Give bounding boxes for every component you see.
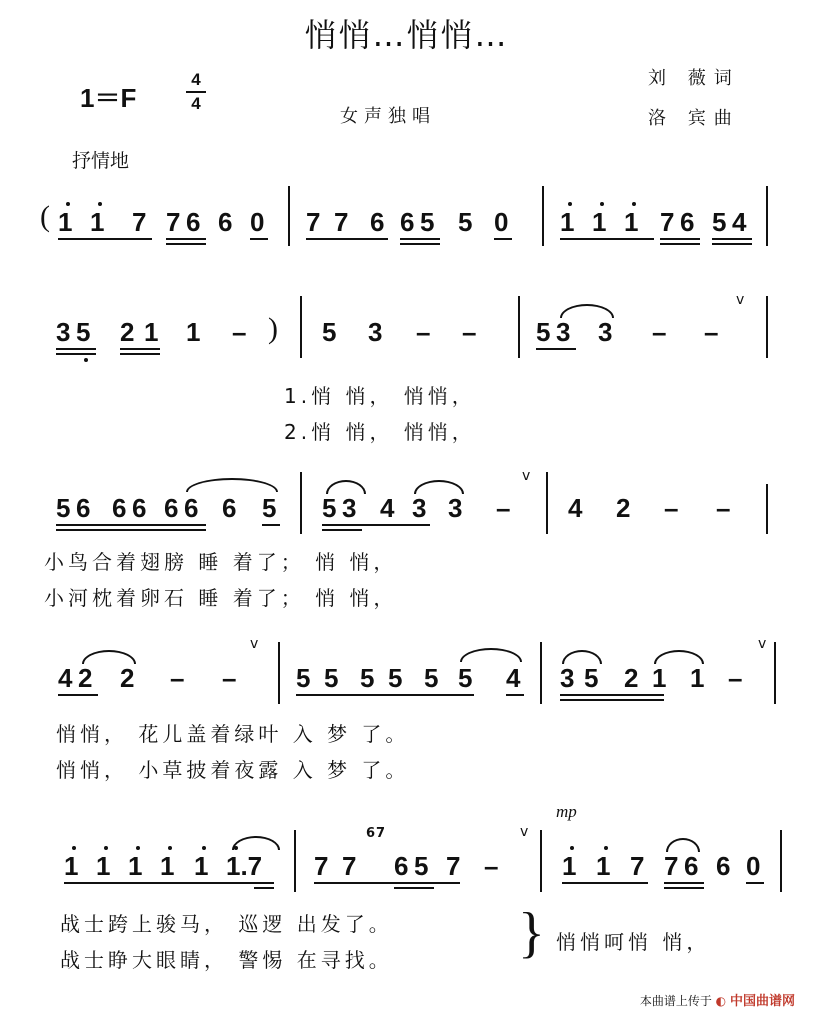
note-digit: 5 [458,663,473,693]
beam-underline [562,882,648,884]
lyric-r5-v1: 战士跨上骏马， 巡逻 出发了。 [60,912,393,936]
beam-underline [660,238,700,240]
beam-underline [166,238,206,240]
note-digit: 5 [262,493,277,523]
octave-dot [570,846,574,850]
bar-line [774,642,776,704]
beam-underline [120,353,160,355]
note-digit: 6 [112,493,127,523]
note-digit: 2 [624,663,639,693]
composer: 洛 宾曲 [648,108,740,129]
note-digit: 3 [412,493,427,523]
beam-underline [322,524,430,526]
note-digit: 1 [58,207,73,237]
verse-brace: } [518,902,545,964]
note-digit: 0 [250,207,265,237]
note-digit: 1 [690,663,705,693]
note-digit: 4 [506,663,521,693]
note-digit: 7 [334,207,349,237]
beam-underline [746,882,764,884]
beam-underline [314,882,460,884]
note-digit: 1 [596,851,611,881]
note-digit: 5 [360,663,375,693]
note-digit: 3 [56,317,71,347]
beam-underline [56,348,96,350]
note-digit: 1 [128,851,143,881]
breath-mark: v [522,468,531,484]
breath-mark: v [520,824,529,840]
note-digit: 1 [96,851,111,881]
performance-type: 女声独唱 [340,106,436,127]
key-signature: 1＝F [80,83,137,113]
beam-underline [664,882,704,884]
bar-line [766,484,768,534]
site-logo-icon: ◐ [715,994,727,1008]
note-digit: 5 [424,663,439,693]
note-digit: – [170,663,185,693]
beam-underline [506,694,524,696]
octave-dot [632,202,636,206]
beam-underline [560,694,664,696]
note-digit: – [232,317,247,347]
beam-underline [120,348,160,350]
beam-underline [494,238,512,240]
note-digit: – [462,317,477,347]
tempo-marking: 抒情地 [72,150,130,172]
note-digit: – [484,851,499,881]
note-digit: 7 [132,207,147,237]
note-digit: 6 [222,493,237,523]
note-digit: 3 [598,317,613,347]
beam-underline [56,524,206,526]
note-digit: – [222,663,237,693]
beam-underline [166,243,206,245]
octave-dot [66,202,70,206]
note-digit: 7 [446,851,461,881]
beam-underline [400,238,440,240]
note-digit: 6 [370,207,385,237]
octave-dot [136,846,140,850]
score-row-2: 3 5 2 1 1 – ) 5 3 – – 5 3 3 – – v [0,318,813,398]
slur-arc [560,304,614,318]
note-digit: – [664,493,679,523]
beam-underline [250,238,268,240]
lyric-r4-v2: 悄悄， 小草披着夜露 入 梦 了。 [56,758,410,782]
lyric-r5-v2: 战士睁大眼睛， 警惕 在寻找。 [60,948,393,972]
beam-underline [394,887,434,889]
beam-underline [56,529,206,531]
time-signature [182,70,210,114]
time-numerator: 4 [191,70,201,89]
note-digit: 1 [64,851,79,881]
bar-line [542,186,544,246]
open-paren: ( [40,200,50,233]
note-digit: – [652,317,667,347]
beam-underline [306,238,388,240]
note-digit: 1 [592,207,607,237]
note-digit: 2 [78,663,93,693]
note-digit: 0 [746,851,761,881]
note-digit: 5 [414,851,429,881]
slur-arc [666,838,700,852]
note-digit: 0 [494,207,509,237]
note-digit: 6 [186,207,201,237]
note-digit: 6 [684,851,699,881]
note-digit: 7 [342,851,357,881]
note-digit: 3 [556,317,571,347]
bar-line [278,642,280,704]
octave-dot [168,846,172,850]
lyric-r2-v1: 1.悄 悄， 悄悄， [284,384,476,408]
beam-underline [400,243,440,245]
note-digit: 1 [160,851,175,881]
note-digit: 1 [624,207,639,237]
note-digit: 4 [58,663,73,693]
lyric-r3-v2: 小河枕着卵石 睡 着了； 悄 悄， [44,586,398,610]
note-digit: 2 [120,663,135,693]
beam-underline [56,353,96,355]
slur-arc [232,836,280,850]
slur-arc [654,650,704,664]
note-digit: 1 [144,317,159,347]
note-digit: 4 [380,493,395,523]
beam-underline [296,694,474,696]
breath-mark: v [736,292,745,308]
beam-underline [64,882,274,884]
beam-underline [660,243,700,245]
slur-arc [562,650,602,664]
bar-line [766,186,768,246]
dynamic-mark: mp [556,802,577,821]
beam-underline [560,699,664,701]
note-digit: 5 [322,317,337,347]
note-digit: 5 [458,207,473,237]
octave-dot [202,846,206,850]
beam-underline [58,238,152,240]
note-digit: 7 [660,207,675,237]
note-digit: 4 [568,493,583,523]
note-digit: 1 [562,851,577,881]
beam-underline [322,529,362,531]
note-digit: 6 [164,493,179,523]
note-digit: 5 [388,663,403,693]
note-digit: 5 [584,663,599,693]
beam-underline [254,887,274,889]
note-digit: – [728,663,743,693]
note-digit: 5 [56,493,71,523]
slur-arc [82,650,136,664]
note-digit: 5 [76,317,91,347]
bar-line [540,642,542,704]
footer-prefix: 本曲谱上传于 [639,994,712,1008]
bar-line [518,296,520,358]
breath-mark: v [758,636,767,652]
beam-underline [560,238,654,240]
beam-underline [712,238,752,240]
note-digit: – [496,493,511,523]
note-digit: 6 [184,493,199,523]
note-digit: 6 [400,207,415,237]
slur-arc [414,480,464,494]
note-digit: 5 [322,493,337,523]
note-digit: 7 [314,851,329,881]
note-digit: 3 [342,493,357,523]
note-digit: 2 [120,317,135,347]
beam-underline [536,348,576,350]
note-digit: 1 [90,207,105,237]
bar-line [300,296,302,358]
octave-dot [84,358,88,362]
bar-line [300,472,302,534]
lyricist: 刘 薇词 [648,68,740,89]
footer-site: 中国曲谱网 [729,994,795,1009]
octave-dot [104,846,108,850]
note-digit: 3 [448,493,463,523]
slur-arc [460,648,522,662]
note-digit: 3 [560,663,575,693]
note-digit: 6 [394,851,409,881]
octave-dot [600,202,604,206]
beam-underline [712,243,752,245]
note-digit: – [416,317,431,347]
note-digit: 7 [630,851,645,881]
note-digit: 1.7 [226,851,263,881]
beam-underline [262,524,280,526]
lyric-r5-refrain: 悄悄呵悄 悄， [556,930,711,954]
breath-mark: v [250,636,259,652]
note-digit: 5 [324,663,339,693]
note-digit: 7 [306,207,321,237]
octave-dot [604,846,608,850]
bar-line [540,830,542,892]
octave-dot [98,202,102,206]
octave-dot [72,846,76,850]
note-digit: 5 [420,207,435,237]
note-digit: 2 [616,493,631,523]
note-digit: – [716,493,731,523]
note-digit: 7 [166,207,181,237]
song-title: 悄悄…悄悄… [304,16,509,54]
note-digit: 3 [368,317,383,347]
bar-line [294,830,296,892]
note-digit: 6 [716,851,731,881]
note-digit: 5 [296,663,311,693]
grace-notes: 67 [366,826,387,841]
note-digit: 6 [132,493,147,523]
note-digit: 6 [218,207,233,237]
note-digit: 1 [186,317,201,347]
note-digit: 5 [712,207,727,237]
bar-line [780,830,782,892]
bar-line [288,186,290,246]
bar-line [766,296,768,358]
score-row-1 [0,200,813,288]
note-digit: 5 [536,317,551,347]
note-digit: 1 [194,851,209,881]
lyric-r4-v1: 悄悄， 花儿盖着绿叶 入 梦 了。 [56,722,410,746]
note-digit: 1 [560,207,575,237]
note-digit: 6 [680,207,695,237]
octave-dot [568,202,572,206]
note-digit: 4 [732,207,747,237]
note-digit: 7 [664,851,679,881]
note-digit: 6 [76,493,91,523]
note-digit: 1 [652,663,667,693]
lyric-r2-v2: 2.悄 悄， 悄悄， [284,420,476,444]
note-digit: – [704,317,719,347]
bar-line [546,472,548,534]
beam-underline [58,694,98,696]
slur-arc [326,480,366,494]
lyric-r3-v1: 小鸟合着翅膀 睡 着了； 悄 悄， [44,550,398,574]
slur-arc [186,478,278,492]
beam-underline [664,887,704,889]
time-denominator: 4 [191,94,201,113]
source-footer [640,990,795,1009]
